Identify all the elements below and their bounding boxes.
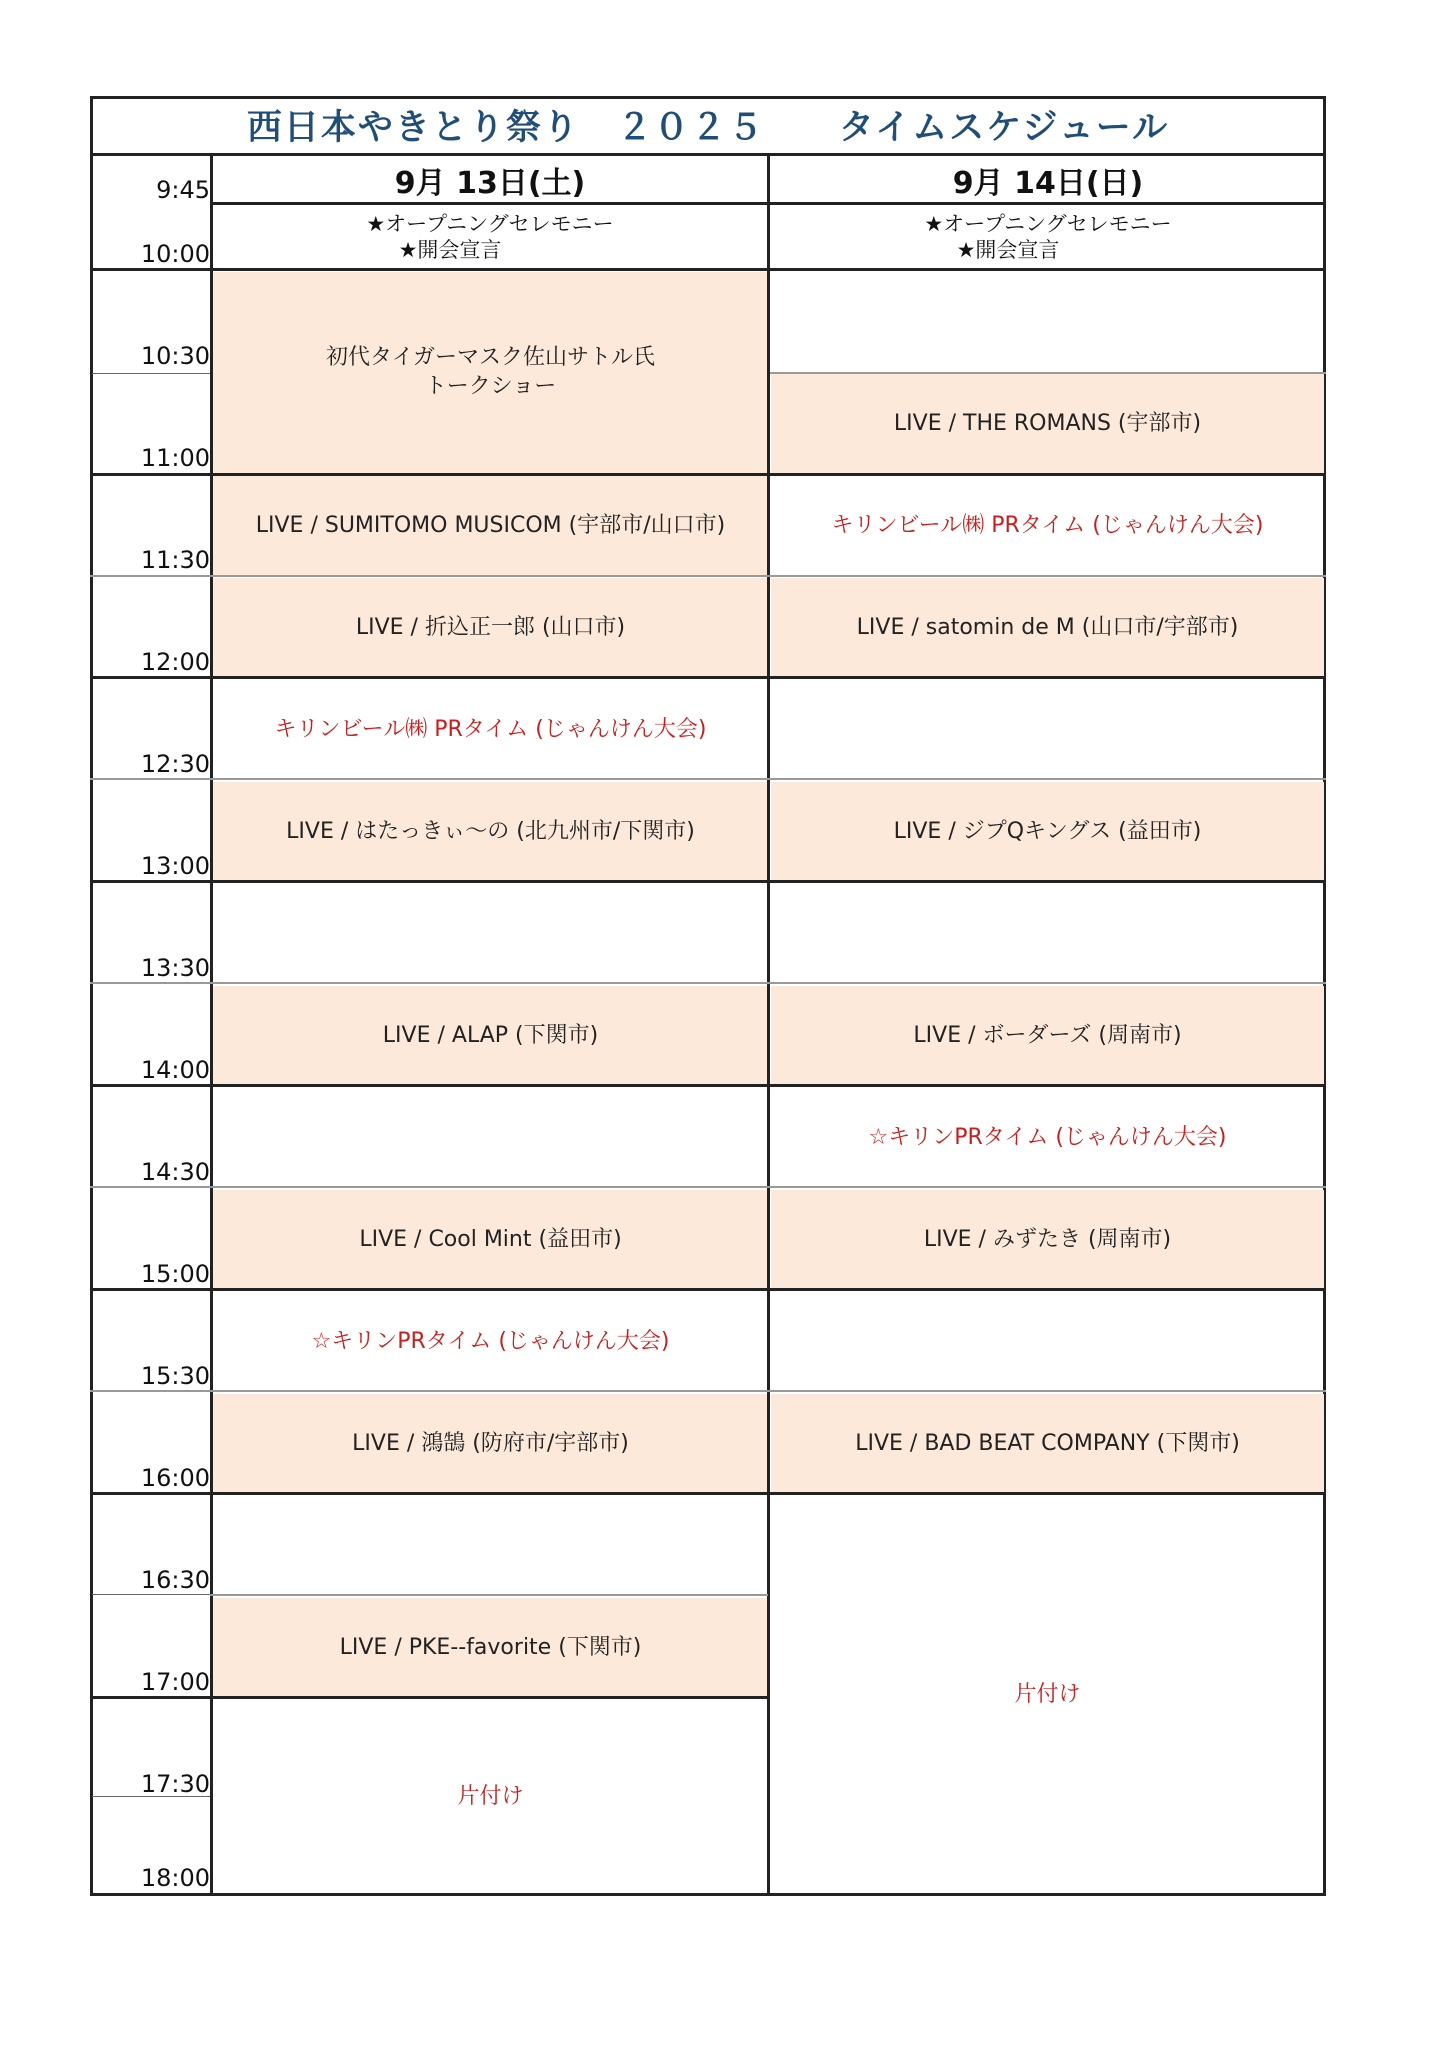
row-line [90,1492,1326,1495]
sat-kirin-pr-1: キリンビール㈱ PRタイム (じゃんけん大会) [274,716,707,742]
sat-tiger-talk: 初代タイガーマスク佐山サトル氏 トークショー [213,272,768,474]
time-label: 10:30 [140,342,210,370]
row-line [770,372,1326,374]
sun-live-jipq: LIVE / ジプQキングス (益田市) [771,782,1324,882]
page-title: 西日本やきとり祭り ２０２５ タイムスケジュール [90,96,1326,156]
row-line [90,1084,1326,1087]
time-label: 16:30 [140,1566,210,1594]
sun-cleanup: 片付け [1014,1681,1081,1707]
time-label: 15:30 [140,1362,210,1390]
sat-opening-ceremony: ★オープニングセレモニー ★開会宣言 [366,211,614,262]
time-label: 18:00 [140,1864,210,1892]
row-line [90,1186,1326,1188]
time-label: 12:00 [140,648,210,676]
row-line [90,778,1326,780]
time-label: 13:00 [140,852,210,880]
row-line [210,1594,768,1596]
row-line [90,268,1326,271]
sat-live-hatakkino: LIVE / はたっきぃ～の (北九州市/下関市) [213,782,768,882]
sun-live-romans: LIVE / THE ROMANS (宇部市) [771,374,1324,474]
sat-live-pke: LIVE / PKE--favorite (下関市) [213,1598,768,1698]
time-label: 14:00 [140,1056,210,1084]
row-line [90,1696,768,1699]
sun-live-satomin: LIVE / satomin de M (山口市/宇部市) [771,578,1324,678]
time-label: 12:30 [140,750,210,778]
time-label: 15:00 [140,1260,210,1288]
time-label: 9:45 [156,176,210,204]
time-label: 17:30 [140,1770,210,1798]
row-line [90,473,1326,476]
sun-kirin-pr-2: ☆キリンPRタイム (じゃんけん大会) [868,1124,1227,1150]
time-tick [92,373,210,374]
time-label: 11:30 [140,546,210,574]
sun-opening-ceremony: ★オープニングセレモニー ★開会宣言 [924,211,1172,262]
time-label: 16:00 [140,1464,210,1492]
day-header-sun: 9月 14日(日) [952,166,1144,201]
sun-live-borders: LIVE / ボーダーズ (周南市) [771,986,1324,1086]
time-label: 14:30 [140,1158,210,1186]
sat-live-orikomi: LIVE / 折込正一郎 (山口市) [213,578,768,678]
row-line [90,982,1326,984]
sat-live-sumitomo: LIVE / SUMITOMO MUSICOM (宇部市/山口市) [213,476,768,576]
divider-day-col [767,156,770,1896]
time-label: 11:00 [140,444,210,472]
sat-live-alap: LIVE / ALAP (下関市) [213,986,768,1086]
divider-time-col [210,156,213,1896]
time-label: 13:30 [140,954,210,982]
time-label: 17:00 [140,1668,210,1696]
sat-live-koukoku: LIVE / 鴻鵠 (防府市/宇部市) [213,1394,768,1494]
day-header-sat: 9月 13日(土) [394,166,586,201]
sat-kirin-pr-2: ☆キリンPRタイム (じゃんけん大会) [311,1328,670,1354]
sat-live-coolmint: LIVE / Cool Mint (益田市) [213,1190,768,1290]
sat-cleanup: 片付け [457,1783,524,1809]
row-line [210,202,1326,205]
row-line [90,1390,1326,1392]
row-line [90,575,1326,577]
row-line [90,880,1326,883]
row-line [90,676,1326,679]
sun-live-mizutaki: LIVE / みずたき (周南市) [771,1190,1324,1290]
sun-live-badbeat: LIVE / BAD BEAT COMPANY (下関市) [771,1394,1324,1494]
row-line [90,1288,1326,1291]
time-label: 10:00 [140,240,210,268]
time-tick [92,1594,210,1595]
sun-kirin-pr-1: キリンビール㈱ PRタイム (じゃんけん大会) [831,512,1264,538]
